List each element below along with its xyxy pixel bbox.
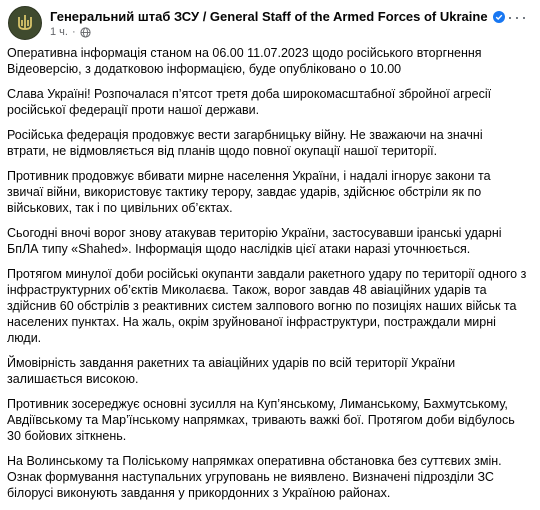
post-header — [8, 6, 532, 42]
post-timestamp[interactable]: 1 ч. — [50, 26, 68, 38]
meta-separator: · — [71, 26, 76, 38]
post-body — [7, 45, 527, 510]
author-name-text[interactable]: Генеральний штаб ЗСУ / General Staff of the Armed Forces of Ukraine — [50, 9, 488, 24]
post-paragraph: Противник продовжує вбивати мирне населення України, і надалі ігнорує закони та звичаї війни, використовує тактику терору, завдає ударів, здійснює обстріли як по військових, так і по цивільних об’єктах. — [7, 169, 491, 215]
post-meta — [50, 26, 91, 38]
post-paragraph: Російська федерація продовжує вести загарбницьку війну. Не зважаючи на значні втрати, не відмовляється від планів щодо повної окупації нашої території. — [7, 128, 483, 158]
post-paragraph: Протягом минулої доби російські окупанти завдали ракетного удару по території одного з інфраструктурних об’єктів Миколаєва. Також, ворог завдав 48 авіаційних ударів та здійснив 60 обстрілів з реактивних систем залпового вогню по позиціях наших військ та населених пунктах. На жаль, окрім зруйнованої інфраструктури, постраждали мирні люди. — [7, 267, 527, 345]
post-paragraph: Ймовірність завдання ракетних та авіаційних ударів по всій території України залишається високою. — [7, 356, 456, 386]
post-paragraph: На Волинському та Поліському напрямках оперативна обстановка без суттєвих змін. Ознак формування наступальних угруповань не виявлено. Визначені підрозділи ЗС білорусі виконують завдання у прикордонних з Україною районах. — [7, 454, 502, 500]
post-paragraph: Сьогодні вночі ворог знову атакував територію України, застосувавши іранські ударні БпЛА типу «Shahed». Інформація щодо наслідків цієї атаки наразі уточнюється. — [7, 226, 502, 256]
post-paragraph: Оперативна інформація станом на 06.00 11.07.2023 щодо російського вторгнення Відеоверсію, з додатковою інформацією, буде опубліковано о 10.00 — [7, 46, 482, 76]
verified-badge-icon — [493, 11, 505, 23]
more-options-button[interactable]: ··· — [507, 7, 528, 27]
author-name[interactable] — [50, 9, 505, 24]
globe-icon[interactable] — [80, 27, 91, 38]
trident-emblem-icon — [15, 13, 35, 33]
post-paragraph: Противник зосереджує основні зусилля на Куп’янському, Лиманському, Бахмутському, Авдіївському та Мар’їнському напрямках, тривають важкі бої. Протягом доби відбулось 30 бойових зіткнень. — [7, 397, 515, 443]
post-paragraph: Слава Україні! Розпочалася п’ятсот третя доба широкомасштабної збройної агресії російської федерації проти нашої держави. — [7, 87, 492, 117]
page-avatar[interactable] — [8, 6, 42, 40]
